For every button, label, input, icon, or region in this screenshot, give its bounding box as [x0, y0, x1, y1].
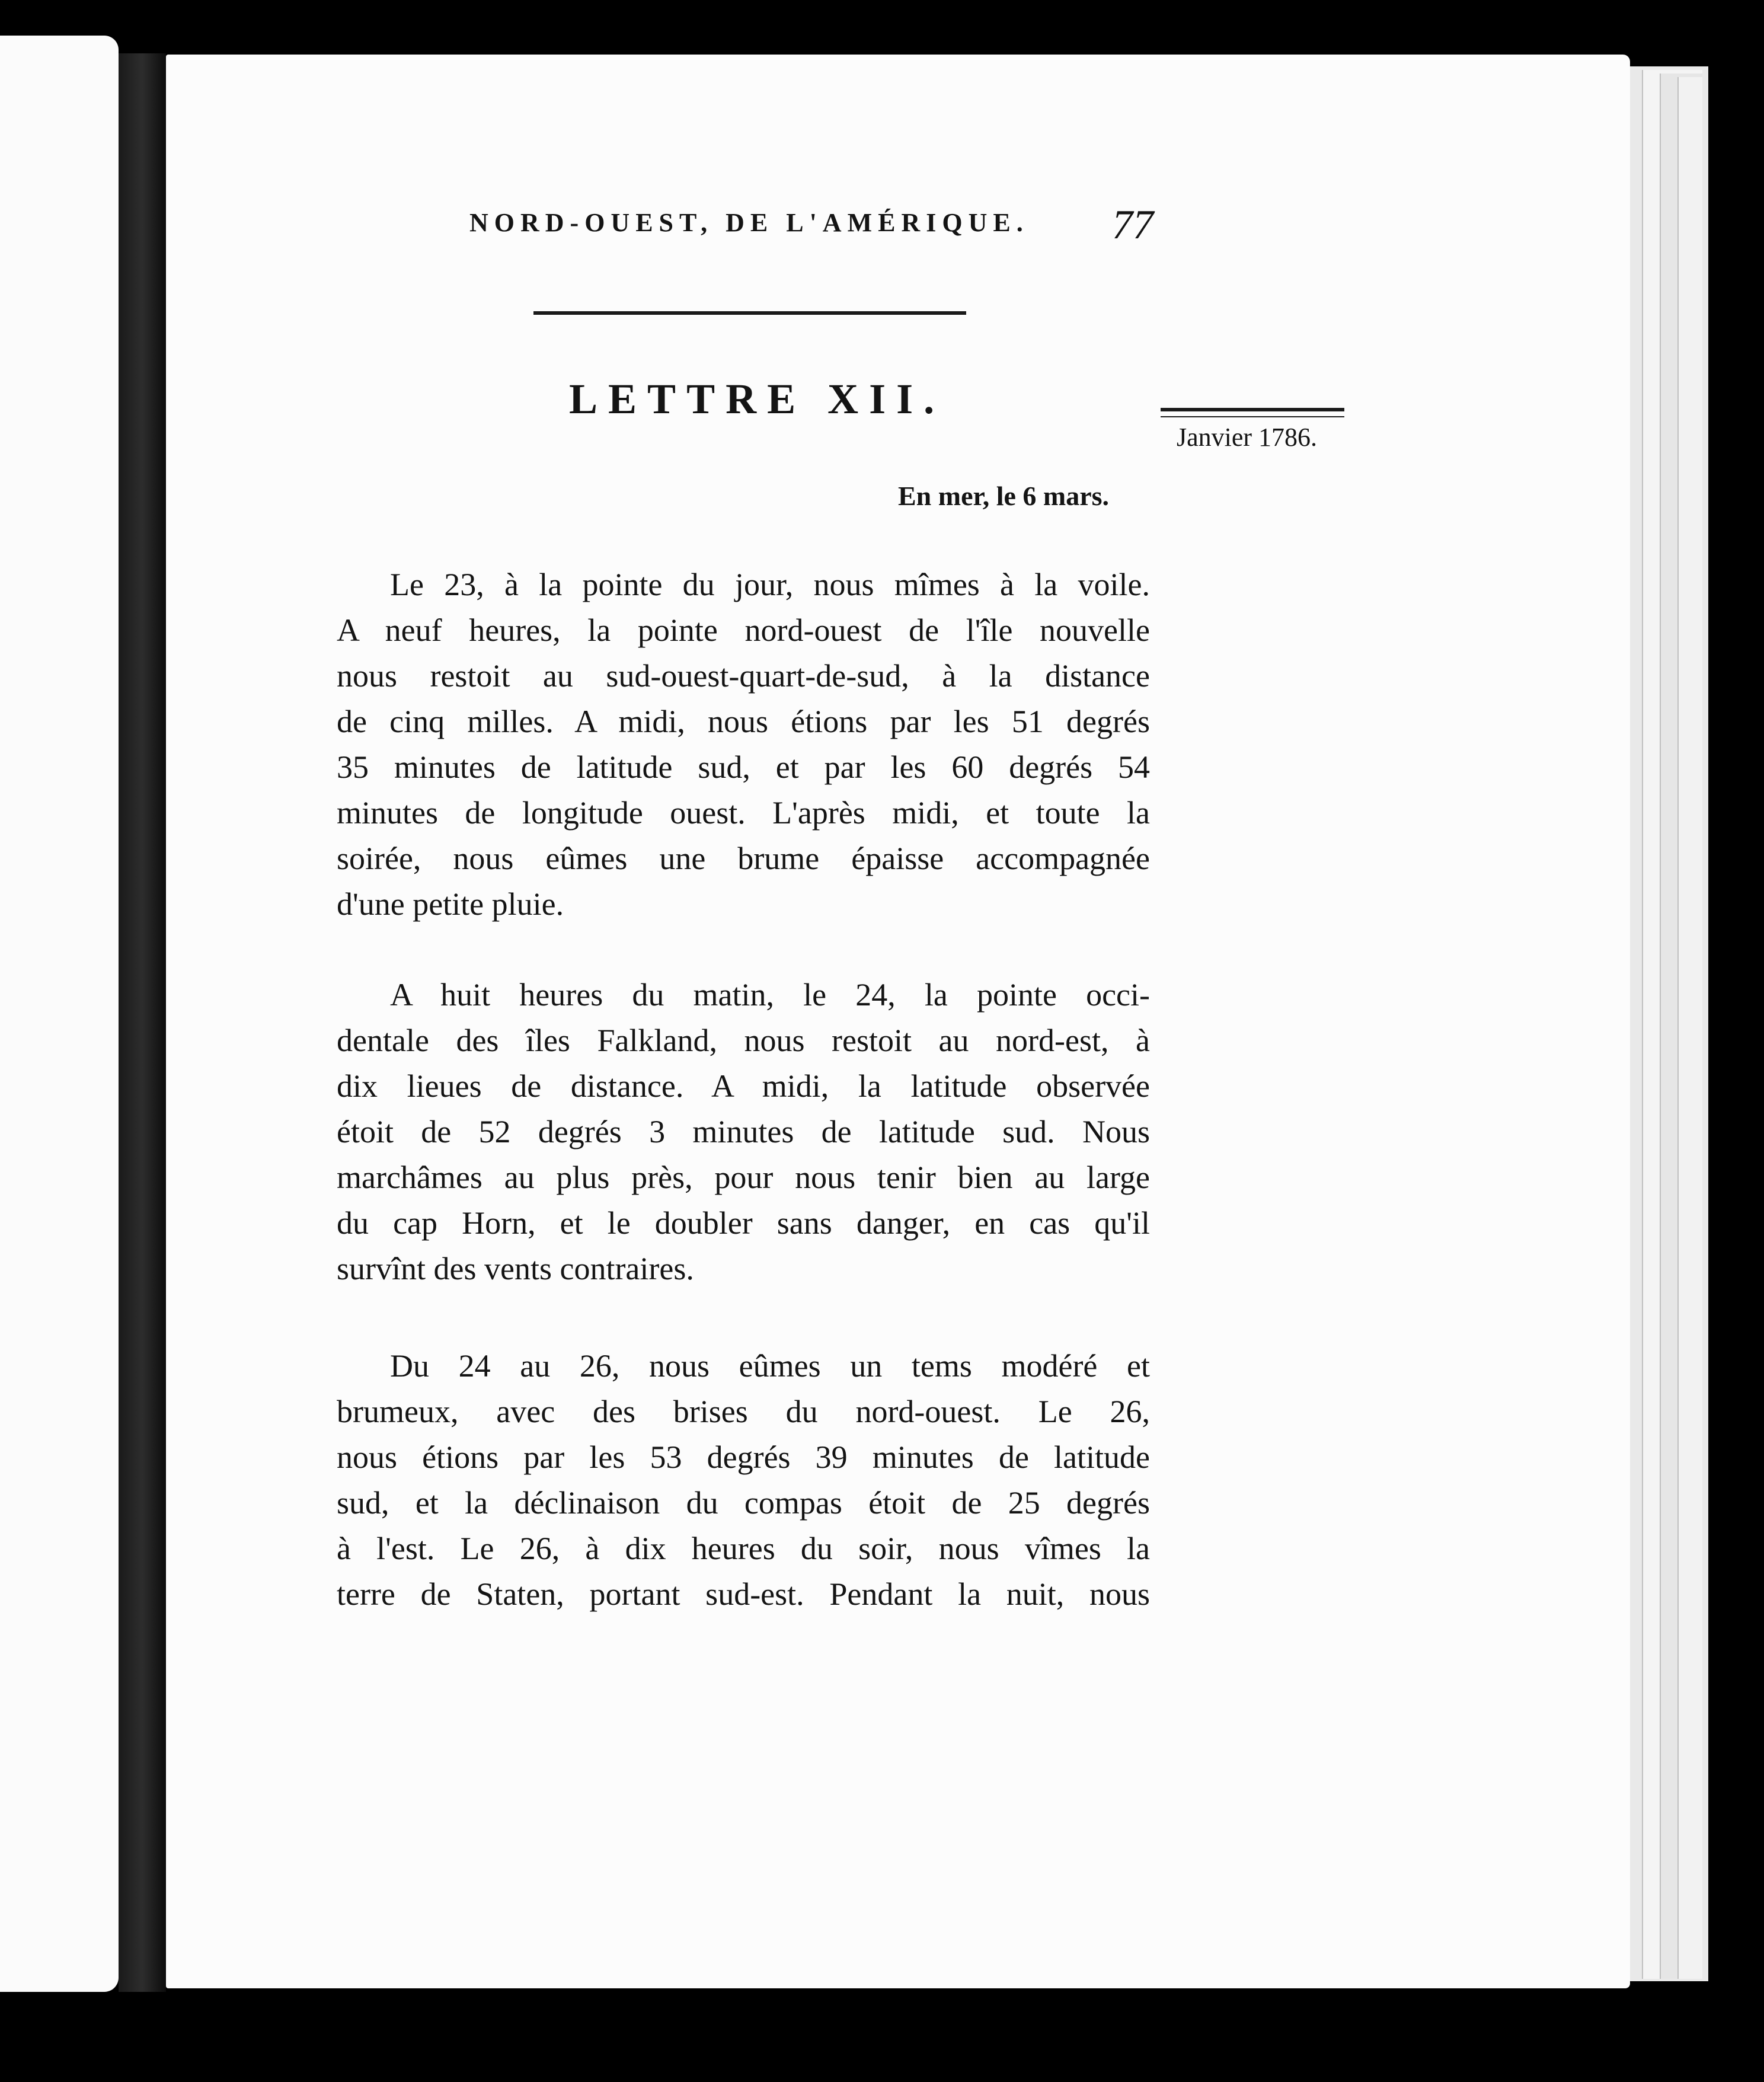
page-number: 77 — [1112, 202, 1153, 248]
text-line: nous étions par les 53 degrés 39 minutes de latitude — [337, 1439, 1150, 1475]
paragraph-2 — [337, 972, 1150, 1292]
book-gutter — [119, 53, 166, 1992]
text-line: de cinq milles. A midi, nous étions par les 51 degrés — [337, 704, 1150, 739]
text-line: d'une petite pluie. — [337, 886, 564, 922]
text-line: étoit de 52 degrés 3 minutes de latitude sud. Nous — [337, 1114, 1150, 1149]
text-line: à l'est. Le 26, à dix heures du soir, nous vîmes la — [337, 1531, 1150, 1566]
text-line: A neuf heures, la pointe nord-ouest de l'île nouvelle — [337, 612, 1150, 648]
paragraph-1 — [337, 562, 1150, 927]
previous-page-edge — [0, 36, 119, 1992]
text-line: brumeux, avec des brises du nord-ouest. Le 26, — [337, 1394, 1150, 1429]
text-line: A huit heures du matin, le 24, la pointe occi- — [390, 977, 1150, 1013]
text-line: dentale des îles Falkland, nous restoit au nord-est, à — [337, 1023, 1150, 1058]
text-line: Du 24 au 26, nous eûmes un tems modéré et — [390, 1348, 1150, 1384]
text-line: 35 minutes de latitude sud, et par les 60 degrés 54 — [337, 749, 1150, 785]
header-rule — [533, 311, 966, 315]
paragraph-3 — [337, 1343, 1150, 1617]
text-line: soirée, nous eûmes une brume épaisse accompagnée — [337, 841, 1150, 876]
text-line: sud, et la déclinaison du compas étoit de 25 degrés — [337, 1485, 1150, 1521]
text-line: marchâmes au plus près, pour nous tenir bien au large — [337, 1160, 1150, 1195]
margin-rule — [1161, 408, 1344, 417]
text-line: dix lieues de distance. A midi, la latitude observée — [337, 1068, 1150, 1104]
running-head: NORD-OUEST, DE L'AMÉRIQUE. — [469, 208, 1029, 237]
text-line: Le 23, à la pointe du jour, nous mîmes à la voile. — [390, 567, 1150, 602]
place-date-line: En mer, le 6 mars. — [898, 481, 1110, 511]
text-line: du cap Horn, et le doubler sans danger, en cas qu'il — [337, 1205, 1150, 1241]
page-edge-stack — [1677, 77, 1702, 1979]
letter-title: LETTRE XII. — [569, 375, 945, 423]
text-line: nous restoit au sud-ouest-quart-de-sud, à la distance — [337, 658, 1150, 694]
text-line: terre de Staten, portant sud-est. Pendant la nuit, nous — [337, 1576, 1150, 1612]
text-line: survînt des vents contraires. — [337, 1251, 694, 1286]
margin-date-note: Janvier 1786. — [1177, 423, 1318, 452]
text-line: minutes de longitude ouest. L'après midi, et toute la — [337, 795, 1150, 831]
